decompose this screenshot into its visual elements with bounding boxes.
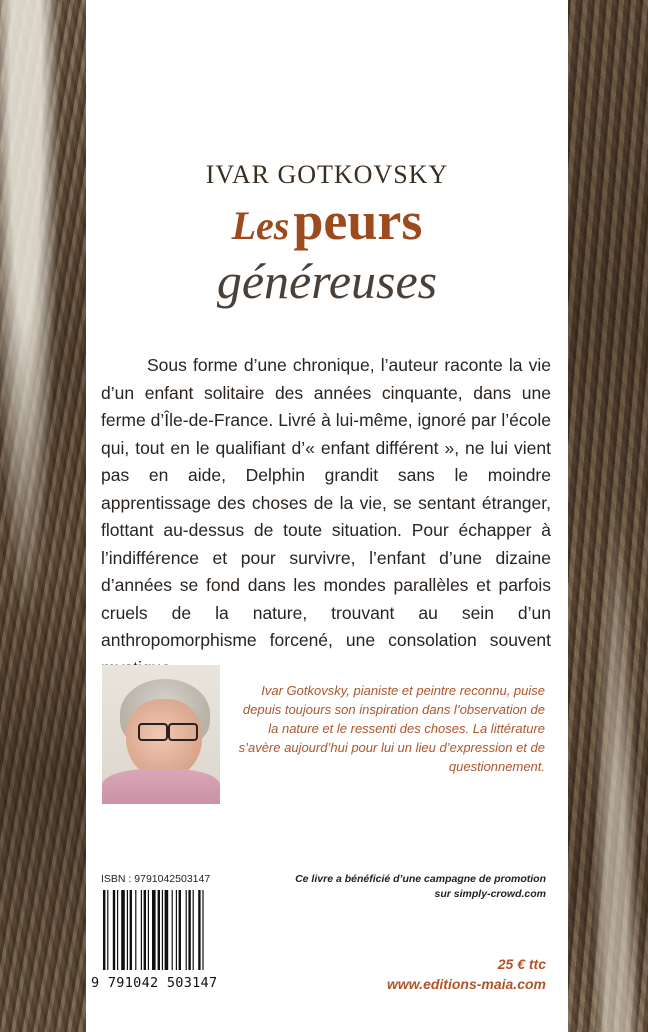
promo-line-2: sur simply-crowd.com [434, 888, 546, 900]
barcode-image [101, 890, 233, 970]
promo-line-1: Ce livre a bénéficié d’une campagne de promotion [295, 873, 546, 885]
author-bio: Ivar Gotkovsky, pianiste et peintre reconnu, puise depuis toujours son inspiration dans l’observation de la nature et le ressenti des choses. La littérature s’avère aujourd’hui pour lui un lieu d’expression et de questionnement. [238, 683, 545, 774]
price: 25 € ttc [497, 956, 546, 972]
book-title-line2: généreuses [216, 253, 438, 309]
title-word-les: Les [231, 203, 290, 248]
forest-photo-right [568, 0, 648, 1032]
barcode-number: 9 791042 503147 [91, 975, 218, 991]
forest-photo-left [0, 0, 86, 1032]
title-word-peurs: peurs [293, 191, 423, 251]
author-photo [102, 665, 220, 804]
publisher-website[interactable]: www.editions-maia.com [387, 976, 546, 992]
author-name: IVAR GOTKOVSKY [205, 160, 449, 189]
isbn-label: ISBN : 9791042503147 [101, 873, 211, 885]
book-title-line1 [86, 190, 568, 252]
synopsis-text: Sous forme d’une chronique, l’auteur raconte la vie d’un enfant solitaire des années cinquante, dans une ferme d’Île-de-France. Livré à lui-même, ignoré par l’école qui, tout en le qualifiant d’« enfant différent », ne lui vient pas en aide, Delphin grandit sans le moindre apprentissage des choses de la vie, se sentant étranger, flottant au-dessus de toute situation. Pour échapper à l’indifférence et pour survivre, l’enfant d’une dizaine d’années se fond dans les mondes parallèles et parfois cruels de la nature, trouvant au sein d’un anthropomorphisme forcené, une consolation souvent [101, 355, 551, 650]
back-cover-panel [86, 0, 568, 1032]
promo-note [266, 872, 546, 902]
